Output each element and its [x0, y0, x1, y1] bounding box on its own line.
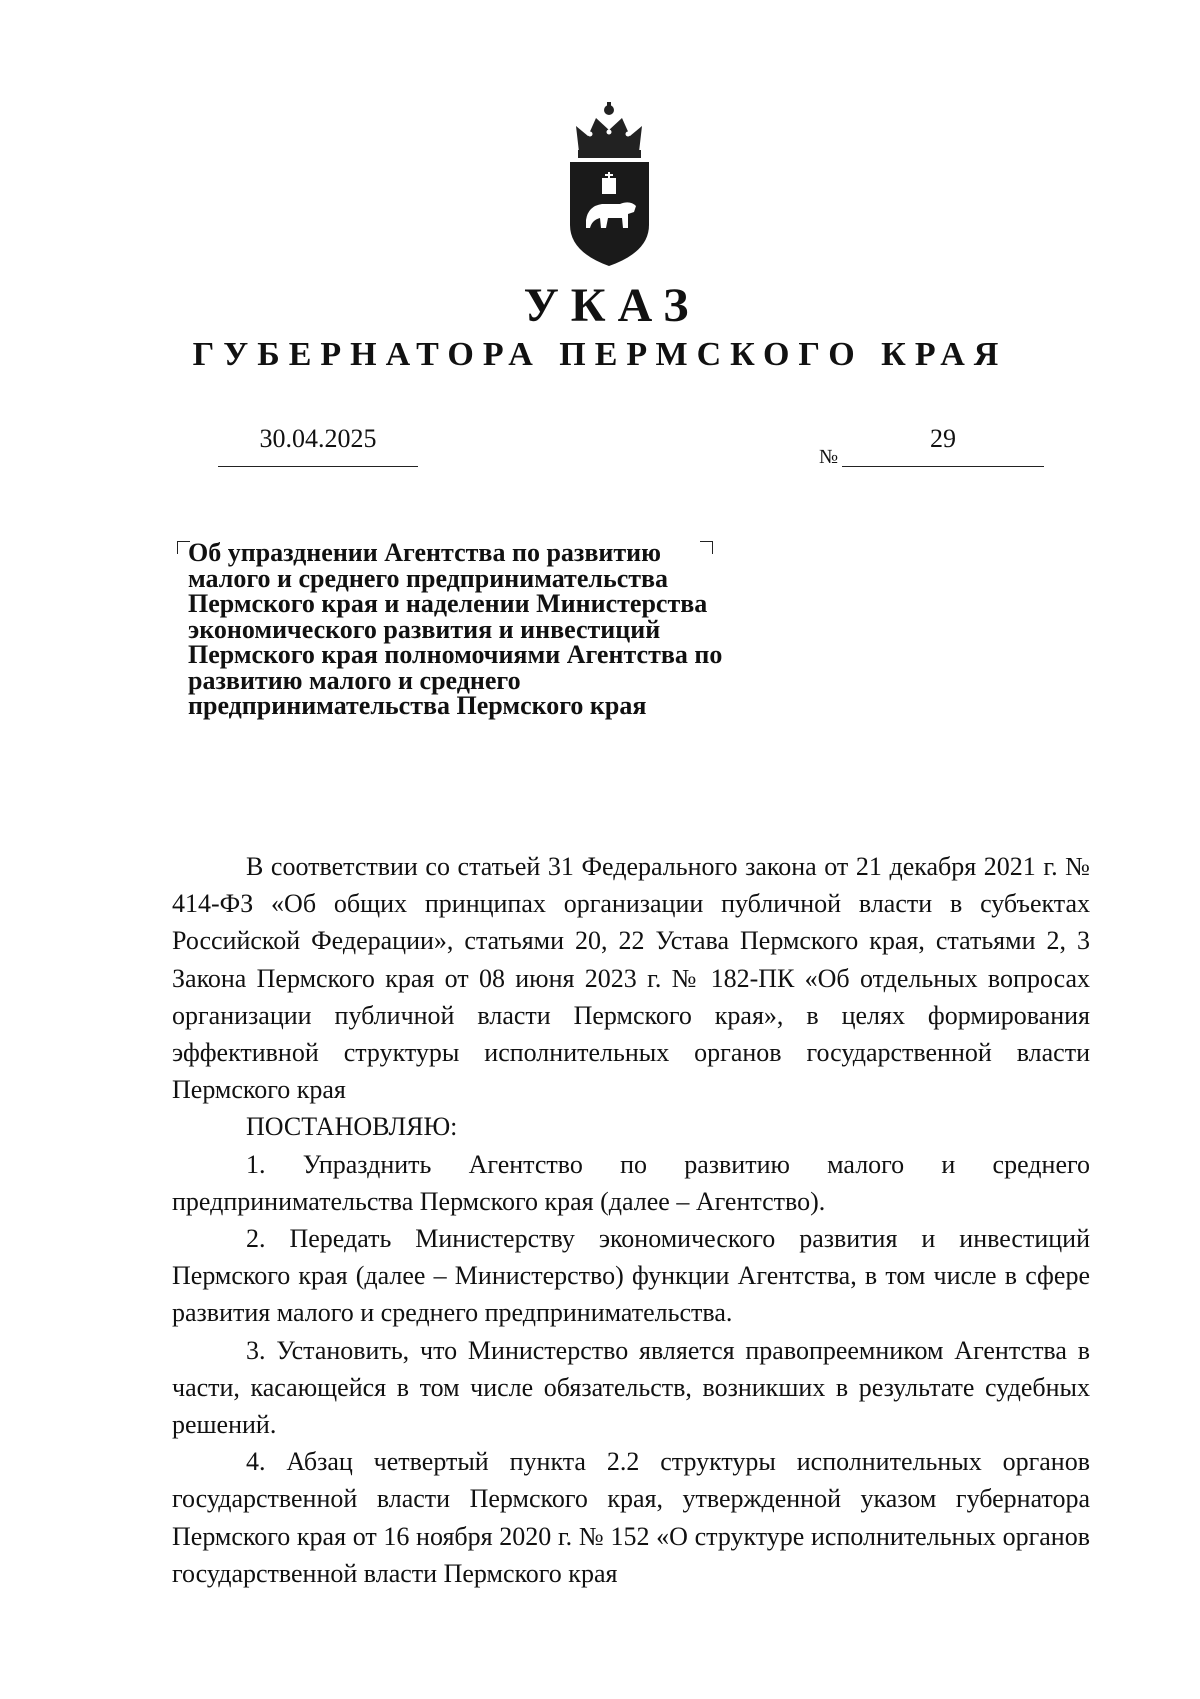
resolve-heading: ПОСТАНОВЛЯЮ: [246, 1112, 458, 1142]
number-sign: № [819, 446, 839, 468]
coat-of-arms-icon [562, 100, 657, 270]
decree-item-1: 1. Упразднить Агентство по развитию малого и среднего предпринимательства Пермского края (далее – Агентство). [172, 1149, 1090, 1216]
document-type-title: УКАЗ [523, 279, 701, 332]
decree-body [172, 848, 1090, 1592]
decree-date: 30.04.2025 [218, 422, 418, 467]
decree-item-3: 3. Установить, что Министерство является правопреемником Агентства в части, касающейся в том числе обязательств, возникших в результате судебных решений. [172, 1335, 1090, 1440]
decree-item-4: 4. Абзац четвертый пункта 2.2 структуры исполнительных органов государственной власти Пермского края, утвержденной указом губернатора Пермского края от 16 ноября 2020 г. № 152 «О структуре исполнительных органов государственной власти Пермского края [172, 1447, 1090, 1588]
decree-title: Об упразднении Агентства по развитию малого и среднего предпринимательства Пермского края и наделении Министерства экономического развития и инвестиций Пермского края полномочиями Агентства по развитию малого и среднего предпринимательства Пермского края [188, 538, 723, 720]
preamble-paragraph: В соответствии со статьей 31 Федерального закона от 21 декабря 2021 г. № 414-ФЗ «Об общих принципах организации публичной власти в субъектах Российской Федерации», статьями 20, 22 Устава Пермского края, статьями 2, 3 Закона Пермского края от 08 июня 2023 г. № 182-ПК «Об отдельных вопросах организации публичной власти Пермского края», в целях формирования эффективной структуры исполнительных органов государственной власти Пермского края [172, 852, 1090, 1105]
decree-number: 29 [842, 422, 1044, 467]
decree-item-2: 2. Передать Министерству экономического развития и инвестиций Пермского края (далее – Министерство) функции Агентства, в том числе в сфере развития малого и среднего предпринимательства. [172, 1224, 1090, 1328]
issuer-subtitle: ГУБЕРНАТОРА ПЕРМСКОГО КРАЯ [192, 336, 1008, 373]
